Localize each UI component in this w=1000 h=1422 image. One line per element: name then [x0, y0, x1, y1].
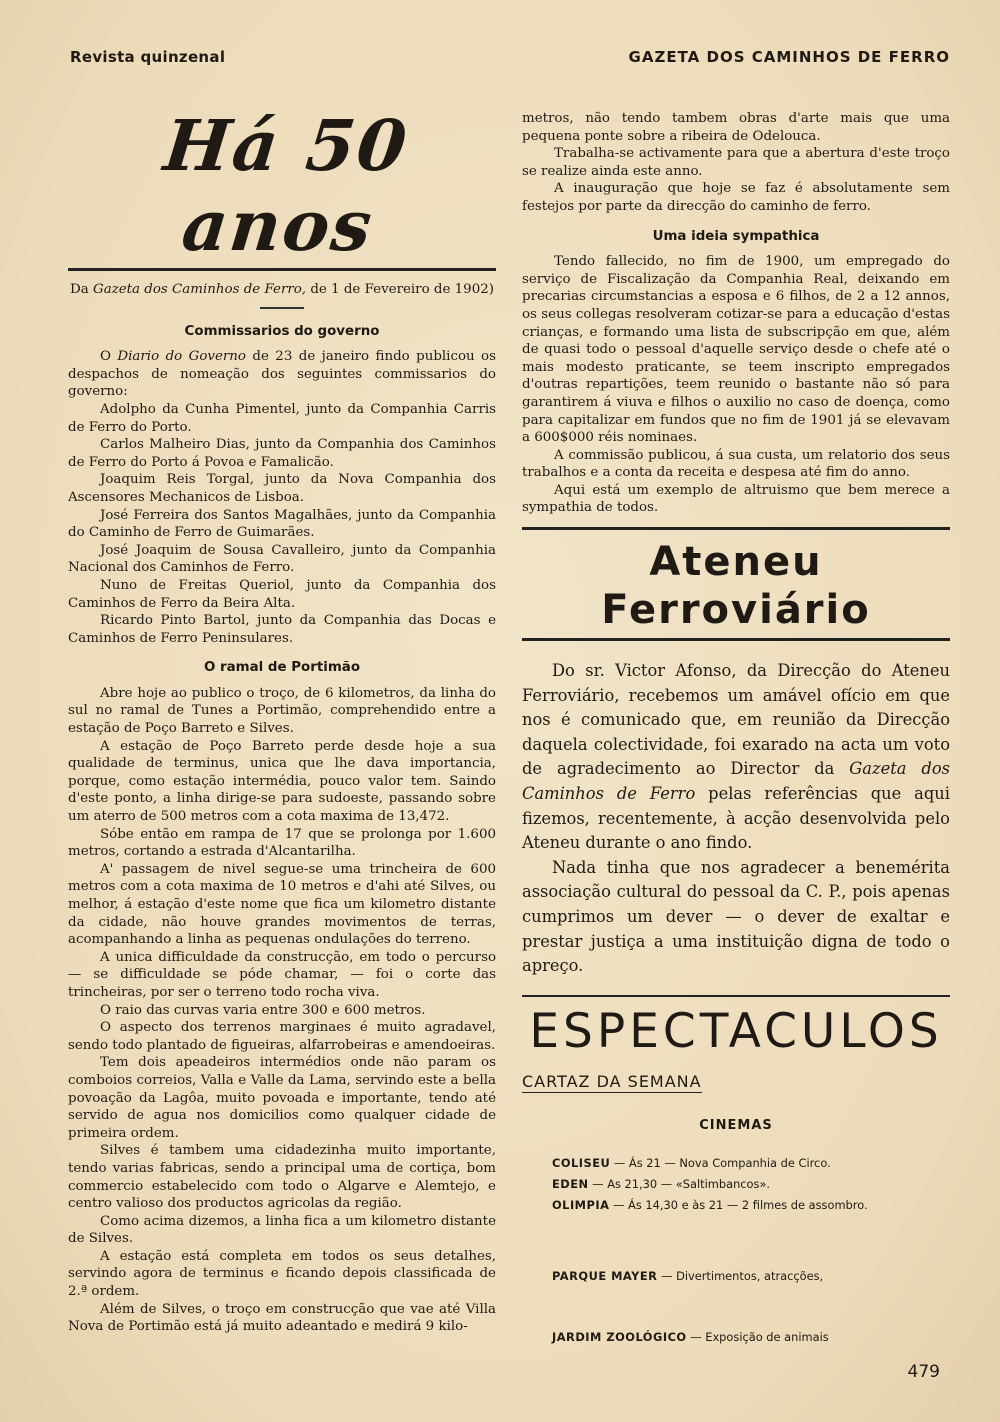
paragraph: Trabalha-se activamente para que a abertura d'este troço se realize ainda este anno. [522, 146, 950, 179]
paragraph: Nada tinha que nos agradecer a benemérita associação cultural do pessoal da C. P., pois apenas cumprimos um dever — o dever de exaltar e prestar justiça a uma instituição digna de todo o apreço. [522, 857, 950, 976]
listing-item-jardim: JARDIM ZOOLÓGICO — Exposição de animais [552, 1329, 829, 1344]
paragraph: Tem dois apeadeiros intermédios onde não param os comboios correios, Valla e Valle da Lama, servindo este a bella povoação da Lagôa, muito povoada e importante, tendo até servido de agua nos domicilios como qualquer cidade de primeira ordem. [68, 1055, 496, 1141]
paragraph: José Ferreira dos Santos Magalhães, junto da Companhia do Caminho de Ferro de Guimarães. [68, 507, 496, 541]
listing-item-parque: PARQUE MAYER — Divertimentos, atracções, [552, 1268, 824, 1283]
paragraph: Aqui está um exemplo de altruismo que bem merece a sympathia de todos. [522, 482, 950, 516]
ateneu-bottom-rule [522, 638, 950, 641]
title-rule [68, 268, 496, 271]
paragraph: Adolpho da Cunha Pimentel, junto da Companhia Carris de Ferro do Porto. [68, 401, 496, 435]
paragraph: O aspecto dos terrenos marginaes é muito agradavel, sendo todo plantado de figueiras, alfarrobeiras e amendoeiras. [68, 1020, 496, 1053]
feature-title: Há 50 anos [160, 104, 413, 267]
paragraph: Como acima dizemos, a linha fica a um kilometro distante de Silves. [68, 1213, 496, 1247]
paragraph: Nuno de Freitas Queriol, junto da Companhia dos Caminhos de Ferro da Beira Alta. [68, 577, 496, 611]
ateneu-top-rule [522, 527, 950, 530]
header-right: GAZETA DOS CAMINHOS DE FERRO [628, 48, 950, 66]
section-title-commissarios: Commissarios do governo [184, 323, 380, 339]
paragraph: Tendo fallecido, no fim de 1900, um empregado do serviço de Fiscalização da Companhia Real, deixando em precarias circumstancias a esposa e 6 filhos, de 2 a 12 annos, os seus collegas resolveram cotizar-se para a educação d'estas crianças, e formando uma lista de subscripção em que, além de quasi todo o pessoal d'aquelle serviço desde o chefe até o mais modesto praticante, se teem inscripto empregados d'outras repartições, teem reunido o bastante não só para garantirem á viuva e filhos o auxilio no caso de doença, como para capitalizar em fundos que no fim de 1901 já se elevavam a 600$000 réis nominaes. [522, 254, 950, 446]
paragraph: Ricardo Pinto Bartol, junto da Companhia das Docas e Caminhos de Ferro Peninsulares. [68, 613, 496, 646]
paragraph: metros, não tendo tambem obras d'arte mais que uma pequena ponte sobre a ribeira de Odelouca. [522, 111, 950, 144]
paragraph: Abre hoje ao publico o troço, de 6 kilometros, da linha do sul no ramal de Tunes a Portimão, comprehendido entre a estação de Poço Barreto e Silves. [68, 685, 496, 737]
section-title-ramal: O ramal de Portimão [203, 660, 361, 676]
paragraph: O raio das curvas varia entre 300 e 600 metros. [100, 1002, 426, 1018]
paragraph: A' passagem de nivel segue-se uma trincheira de 600 metros com a cota maxima de 10 metros e d'ahi até Silves, ou melhor, á estação d'este nome que fica um kilometro distante da cidade, não houve grandes movimentos de terras, acompanhando a linha as pequenas ondulações do terreno. [68, 861, 496, 948]
paragraph: Além de Silves, o troço em construcção que vae até Villa Nova de Portimão está já muito adeantado e medirá 9 kilo- [68, 1301, 496, 1335]
listing-item: COLISEU — Ás 21 — Nova Companhia de Circo. [552, 1155, 831, 1170]
listing-item: EDEN — As 21,30 — «Saltimbancos». [552, 1176, 771, 1191]
paragraph: Do sr. Victor Afonso, da Direcção do Ateneu Ferroviário, recebemos um amável ofício em que nos é comunicado que, em reunião da Direcção daquela colectividade, foi exarado na acta um voto de agradecimento ao Director da Gazeta dos Caminhos de Ferro pelas referências que aqui fizemos, recentemente, à acção desenvolvida pelo Ateneu durante o ano findo. [522, 661, 951, 853]
listing-item: OLIMPIA — Ás 14,30 e às 21 — 2 filmes de assombro. [552, 1197, 868, 1212]
cinemas-heading: CINEMAS [699, 1118, 773, 1134]
left-column [68, 100, 496, 1336]
source-divider [260, 307, 304, 309]
right-column [522, 110, 950, 1348]
espectaculos-title: ESPECTACULOS [529, 1003, 943, 1059]
paragraph: Silves é tambem uma cidadezinha muito importante, tendo varias fabricas, sendo a principal uma de cortiça, bom commercio estabelecido com todo o Algarve e Alemtejo, e centro valioso dos productos agricolas da região. [68, 1143, 496, 1212]
page-number: 479 [907, 1362, 940, 1382]
paragraph: Joaquim Reis Torgal, junto da Nova Companhia dos Ascensores Mechanicos de Lisboa. [68, 472, 496, 505]
cinema-listings [552, 1153, 950, 1348]
paragraph: A estação de Poço Barreto perde desde hoje a sua qualidade de terminus, unica que lhe dava importancia, porque, como estação intermédia, pouco valor tem. Saindo d'este ponto, a linha dirige-se para sudoeste, passando sobre um aterro de 500 metros com a cota maxima de 13,472. [68, 738, 496, 825]
source-line: Da Gazeta dos Caminhos de Ferro, de 1 de Fevereiro de 1902) [70, 282, 494, 297]
ateneu-body [522, 659, 950, 979]
paragraph: José Joaquim de Sousa Cavalleiro, junto da Companhia Nacional dos Caminhos de Ferro. [68, 542, 496, 576]
paragraph: A estação está completa em todos os seus detalhes, servindo agora de terminus e ficando depois classificada de 2.ª ordem. [68, 1248, 496, 1300]
cartaz-heading: CARTAZ DA SEMANA [522, 1073, 702, 1094]
section-title-ideia: Uma ideia sympathica [652, 228, 820, 244]
paragraph: O Diario do Governo de 23 de janeiro findo publicou os despachos de nomeação dos seguintes commissarios do governo: [68, 349, 496, 400]
espectaculos-rule [522, 995, 950, 997]
paragraph: A inauguração que hoje se faz é absolutamente sem festejos por parte da direcção do caminho de ferro. [522, 181, 950, 214]
paragraph: Sóbe então em rampa de 17 que se prolonga por 1.600 metros, cortando a estrada d'Alcantarilha. [68, 826, 496, 860]
ateneu-title: Ateneu Ferroviário [601, 539, 871, 634]
header-left: Revista quinzenal [70, 48, 226, 66]
paragraph: A commissão publicou, á sua custa, um relatorio dos seus trabalhos e a conta da receita e despesa até fim do anno. [522, 447, 950, 481]
paragraph: Carlos Malheiro Dias, junto da Companhia dos Caminhos de Ferro do Porto á Povoa e Famalicão. [68, 437, 496, 470]
paragraph: A unica difficuldade da construcção, em todo o percurso — se difficuldade se póde chamar, — foi o corte das trincheiras, por ser o terreno todo rocha viva. [68, 949, 496, 1000]
